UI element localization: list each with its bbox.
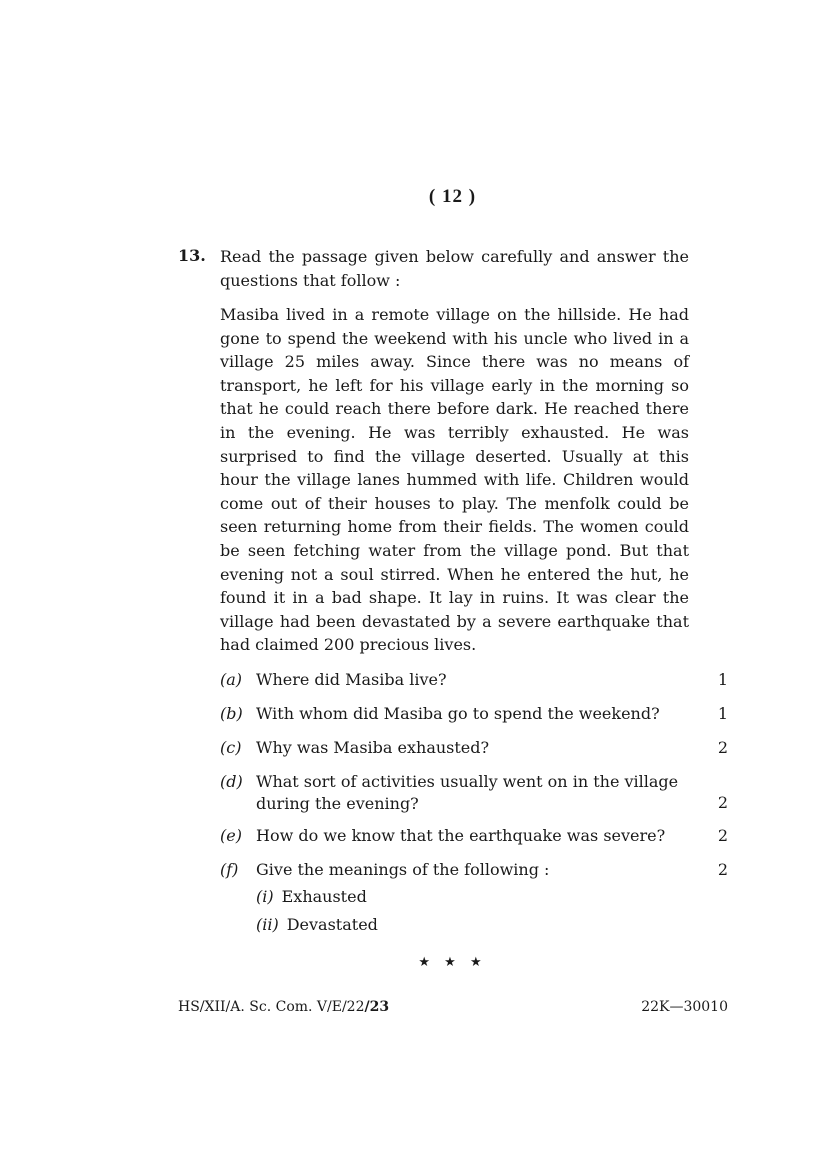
meaning-label: (i) — [256, 887, 274, 906]
meaning-word: Devastated — [286, 915, 378, 934]
footer-print-code: 22K—30010 — [641, 999, 728, 1015]
footer-paper-code-suffix: /23 — [364, 999, 390, 1015]
meaning-item-exhausted — [256, 887, 367, 906]
sub-question-label: (a) — [220, 670, 243, 689]
question-number: 13. — [178, 246, 206, 265]
footer-paper-code-prefix: HS/XII/A. Sc. Com. V/E/22 — [178, 999, 365, 1015]
sub-question-label: (f) — [220, 860, 239, 879]
sub-question-text: Why was Masiba exhausted? — [256, 738, 490, 757]
sub-question-marks: 2 — [717, 860, 728, 879]
section-separator: ★ ★ ★ — [418, 955, 487, 970]
sub-question-text: How do we know that the earthquake was severe? — [256, 826, 666, 845]
meaning-label: (ii) — [256, 915, 279, 934]
sub-question-marks: 1 — [717, 704, 728, 723]
sub-question-text: Where did Masiba live? — [256, 670, 447, 689]
sub-question-text: Give the meanings of the following : — [256, 860, 550, 879]
reading-passage: Masiba lived in a remote village on the hillside. He had gone to spend the weekend with his uncle who lived in a village 25 miles away. Since there was no means of transport, he left for his village early in the morning so that he could reach there before dark. He reached there in the evening. He was terribly exhausted. He was surprised to find the village deserted. Usually at this hour the village lanes hummed with life. Children would come out of their houses to play. The menfolk could be seen returning home from their fields. The women could be seen fetching water from the village pond. But that evening not a soul stirred. When he entered the hut, he found it in a bad shape. It lay in ruins. It was clear the village had been devastated by a severe earthquake that had claimed 200 precious lives. — [220, 305, 689, 655]
sub-question-marks: 2 — [717, 793, 728, 812]
page-number: ( 12 ) — [428, 186, 477, 207]
sub-question-label: (d) — [220, 772, 243, 791]
sub-question-marks: 2 — [717, 826, 728, 845]
sub-question-marks: 1 — [717, 670, 728, 689]
footer-paper-code — [178, 999, 389, 1015]
meaning-item-devastated — [256, 915, 378, 934]
meaning-word: Exhausted — [281, 887, 367, 906]
sub-question-text: What sort of activities usually went on in the village during the evening? — [256, 772, 679, 813]
sub-question-text: With whom did Masiba go to spend the weekend? — [256, 704, 660, 723]
sub-question-label: (b) — [220, 704, 243, 723]
sub-question-label: (c) — [220, 738, 242, 757]
question-instruction: Read the passage given below carefully and answer the questions that follow : — [220, 247, 689, 290]
sub-question-marks: 2 — [717, 738, 728, 757]
sub-question-label: (e) — [220, 826, 242, 845]
